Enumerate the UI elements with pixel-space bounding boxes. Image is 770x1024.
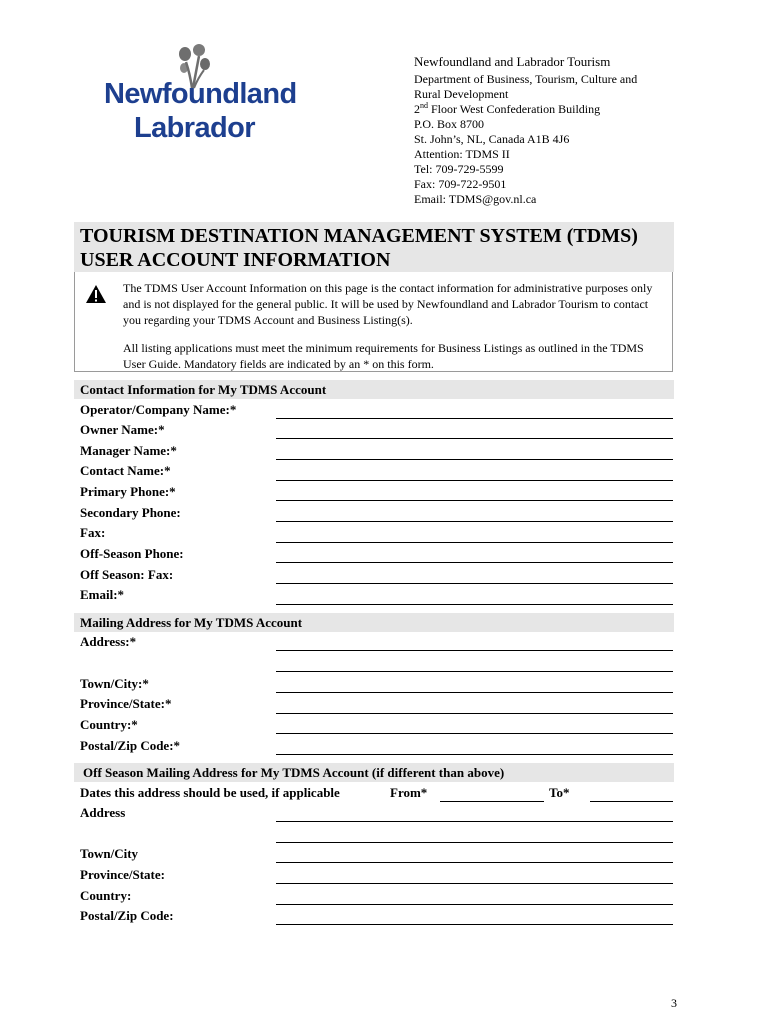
offseason-postal-label: Postal/Zip Code: (80, 908, 174, 923)
address-block (414, 54, 704, 207)
mailing-province-label: Province/State:* (80, 696, 172, 711)
owner-name-label: Owner Name:* (80, 422, 165, 437)
mailing-address-field-1[interactable] (276, 650, 673, 651)
telephone: Tel: 709-729-5599 (414, 162, 504, 176)
warning-icon (85, 284, 107, 304)
offseason-country-label: Country: (80, 888, 132, 903)
offseason-address-label: Address (80, 805, 126, 820)
newfoundland-labrador-logo (96, 44, 297, 144)
building-line (414, 102, 704, 117)
fax-number: Fax: 709-722-9501 (414, 177, 507, 191)
offseason-postal-field[interactable] (276, 924, 673, 925)
mailing-town-field[interactable] (276, 692, 673, 693)
po-box: P.O. Box 8700 (414, 117, 485, 131)
offseason-dates-label: Dates this address should be used, if applicable (80, 785, 340, 800)
attention-line: Attention: TDMS II (414, 147, 510, 161)
city-line: St. John’s, NL, Canada A1B 4J6 (414, 132, 570, 146)
logo-newfoundland: Newfoundland (104, 78, 297, 110)
email-field[interactable] (276, 604, 673, 605)
mailing-address-field-2[interactable] (276, 671, 673, 672)
form-title (74, 222, 674, 272)
offseason-to-label: To* (549, 785, 570, 800)
manager-name-label: Manager Name:* (80, 443, 177, 458)
notice-paragraph-1: The TDMS User Account Information on this page is the contact information for administrative purposes only and is not displayed for the general public. It will be used by Newfoundland and Labrador Tourism to contact you regarding your TDMS Account and Business Listing(s). (123, 281, 653, 327)
contact-section-header: Contact Information for My TDMS Account (74, 380, 674, 399)
page-number: 3 (671, 996, 677, 1010)
email-label: Email:* (80, 587, 125, 602)
fax-field[interactable] (276, 542, 673, 543)
contact-name-label: Contact Name:* (80, 463, 171, 478)
offseason-province-field[interactable] (276, 883, 673, 884)
floor-number: 2 (414, 102, 420, 116)
operator-company-field[interactable] (276, 418, 673, 419)
offseason-province-label: Province/State: (80, 867, 165, 882)
offseason-from-field[interactable] (440, 801, 544, 802)
off-season-phone-field[interactable] (276, 562, 673, 563)
notice-paragraph-2: All listing applications must meet the minimum requirements for Business Listings as outlined in the TDMS User Guide. Mandatory fields are indicated by an * on this form. (123, 341, 644, 371)
mailing-province-field[interactable] (276, 713, 673, 714)
title-line-1: TOURISM DESTINATION MANAGEMENT SYSTEM (TDMS) (80, 225, 638, 247)
off-season-fax-field[interactable] (276, 583, 673, 584)
mailing-address-label: Address:* (80, 634, 137, 649)
off-season-phone-label: Off-Season Phone: (80, 546, 184, 561)
offseason-address-field-2[interactable] (276, 842, 673, 843)
mailing-section-header: Mailing Address for My TDMS Account (74, 613, 674, 632)
mailing-town-label: Town/City:* (80, 676, 149, 691)
fax-label: Fax: (80, 525, 106, 540)
offseason-town-field[interactable] (276, 862, 673, 863)
title-line-2: USER ACCOUNT INFORMATION (80, 249, 391, 271)
department-line-1: Department of Business, Tourism, Culture and (414, 72, 638, 86)
mailing-postal-label: Postal/Zip Code:* (80, 738, 181, 753)
operator-company-label: Operator/Company Name:* (80, 402, 237, 417)
email-address: Email: TDMS@gov.nl.ca (414, 192, 537, 206)
offseason-to-field[interactable] (590, 801, 673, 802)
mailing-postal-field[interactable] (276, 754, 673, 755)
floor-rest: Floor West Confederation Building (428, 102, 601, 116)
secondary-phone-field[interactable] (276, 521, 673, 522)
offseason-town-label: Town/City (80, 846, 139, 861)
owner-name-field[interactable] (276, 438, 673, 439)
mailing-country-field[interactable] (276, 733, 673, 734)
primary-phone-field[interactable] (276, 500, 673, 501)
notice-box (74, 272, 673, 372)
offseason-section-header: Off Season Mailing Address for My TDMS Account (if different than above) (74, 763, 674, 782)
department-line-2: Rural Development (414, 87, 509, 101)
organization-name: Newfoundland and Labrador Tourism (414, 54, 611, 69)
primary-phone-label: Primary Phone:* (80, 484, 176, 499)
logo-labrador: Labrador (134, 112, 255, 144)
contact-name-field[interactable] (276, 480, 673, 481)
offseason-from-label: From* (390, 785, 428, 800)
offseason-country-field[interactable] (276, 904, 673, 905)
offseason-address-field-1[interactable] (276, 821, 673, 822)
secondary-phone-label: Secondary Phone: (80, 505, 181, 520)
off-season-fax-label: Off Season: Fax: (80, 567, 174, 582)
manager-name-field[interactable] (276, 459, 673, 460)
floor-superscript: nd (420, 101, 428, 110)
mailing-country-label: Country:* (80, 717, 138, 732)
